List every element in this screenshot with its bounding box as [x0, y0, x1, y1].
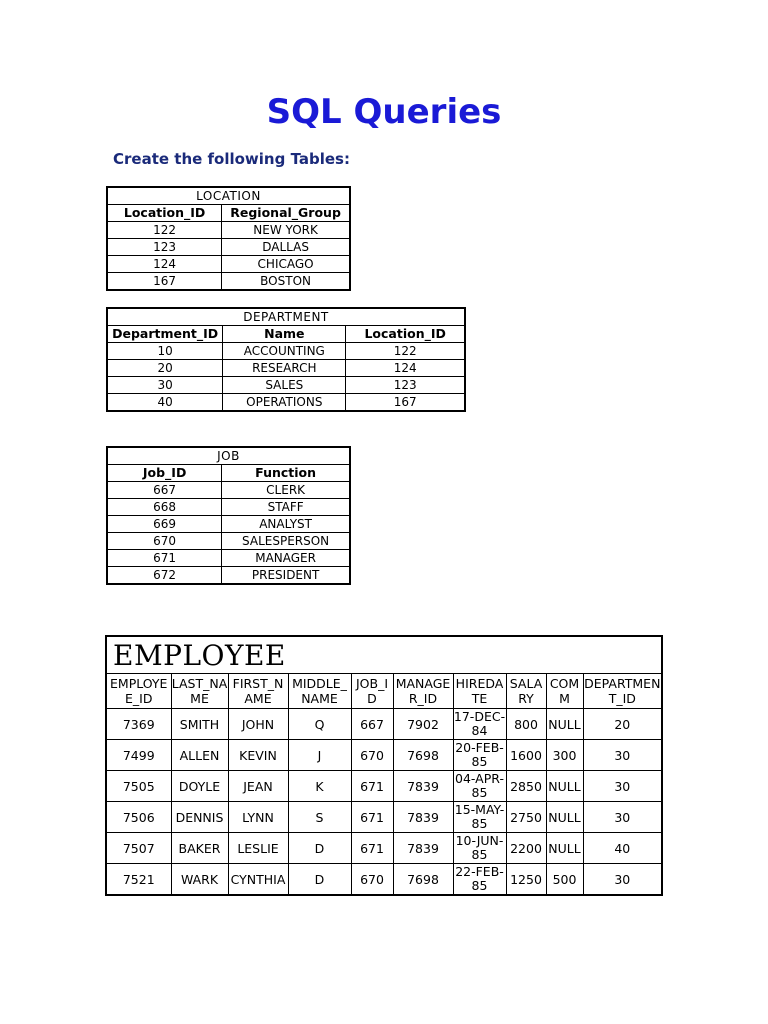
table-cell: 667 — [107, 482, 222, 499]
table-cell: NULL — [546, 709, 583, 740]
table-cell: 7507 — [106, 833, 171, 864]
table-cell: 7505 — [106, 771, 171, 802]
table-cell: OPERATIONS — [223, 394, 346, 412]
table-caption: LOCATION — [107, 187, 350, 205]
job-table — [106, 446, 351, 585]
table-cell: 7521 — [106, 864, 171, 896]
table-cell: 7499 — [106, 740, 171, 771]
table-row — [106, 864, 662, 896]
table-cell: 672 — [107, 567, 222, 585]
table-row — [106, 740, 662, 771]
table-cell: 2200 — [506, 833, 546, 864]
column-header: JOB_ID — [351, 674, 393, 709]
table-cell: NEW YORK — [222, 222, 350, 239]
table-cell: RESEARCH — [223, 360, 346, 377]
table-row — [107, 360, 465, 377]
table-row — [107, 343, 465, 360]
table-cell: 668 — [107, 499, 222, 516]
table-cell: SALESPERSON — [222, 533, 350, 550]
table-cell: 670 — [107, 533, 222, 550]
table-cell: KEVIN — [228, 740, 288, 771]
column-header: SALARY — [506, 674, 546, 709]
table-cell: 1250 — [506, 864, 546, 896]
table-cell: 167 — [346, 394, 465, 412]
table-cell: MANAGER — [222, 550, 350, 567]
table-cell: JEAN — [228, 771, 288, 802]
table-cell: 04-APR-85 — [453, 771, 506, 802]
table-cell: Q — [288, 709, 351, 740]
table-cell: 30 — [583, 864, 662, 896]
table-cell: 124 — [346, 360, 465, 377]
table-cell: DENNIS — [171, 802, 228, 833]
table-row — [107, 394, 465, 412]
table-cell: 123 — [107, 239, 222, 256]
table-cell: 124 — [107, 256, 222, 273]
table-row — [107, 516, 350, 533]
page-subtitle: Create the following Tables: — [113, 150, 350, 168]
table-cell: CLERK — [222, 482, 350, 499]
column-header: MANAGER_ID — [393, 674, 453, 709]
table-cell: 671 — [351, 833, 393, 864]
column-header: Department_ID — [107, 326, 223, 343]
table-cell: D — [288, 864, 351, 896]
table-caption: EMPLOYEE — [106, 636, 662, 674]
table-cell: 20 — [583, 709, 662, 740]
table-cell: DOYLE — [171, 771, 228, 802]
table-cell: ANALYST — [222, 516, 350, 533]
column-header: COMM — [546, 674, 583, 709]
table-cell: 167 — [107, 273, 222, 291]
table-cell: 7369 — [106, 709, 171, 740]
column-header: FIRST_NAME — [228, 674, 288, 709]
table-row — [107, 256, 350, 273]
table-row — [106, 833, 662, 864]
table-cell: 667 — [351, 709, 393, 740]
table-cell: K — [288, 771, 351, 802]
table-cell: 122 — [107, 222, 222, 239]
table-cell: 123 — [346, 377, 465, 394]
table-row — [107, 273, 350, 291]
table-cell: 670 — [351, 864, 393, 896]
table-cell: 2850 — [506, 771, 546, 802]
table-cell: 7698 — [393, 864, 453, 896]
table-cell: PRESIDENT — [222, 567, 350, 585]
table-cell: J — [288, 740, 351, 771]
column-header: Regional_Group — [222, 205, 350, 222]
table-cell: BAKER — [171, 833, 228, 864]
table-row — [107, 567, 350, 585]
table-caption: DEPARTMENT — [107, 308, 465, 326]
department-table — [106, 307, 466, 412]
table-cell: 7839 — [393, 833, 453, 864]
table-row — [106, 802, 662, 833]
table-cell: JOHN — [228, 709, 288, 740]
column-header: Location_ID — [107, 205, 222, 222]
table-cell: 670 — [351, 740, 393, 771]
table-cell: 500 — [546, 864, 583, 896]
table-row — [107, 550, 350, 567]
table-cell: 7839 — [393, 771, 453, 802]
column-header: MIDDLE_NAME — [288, 674, 351, 709]
column-header: Job_ID — [107, 465, 222, 482]
column-header: Function — [222, 465, 350, 482]
table-cell: 671 — [351, 771, 393, 802]
table-cell: ALLEN — [171, 740, 228, 771]
table-row — [107, 377, 465, 394]
table-cell: 300 — [546, 740, 583, 771]
table-row — [106, 709, 662, 740]
table-cell: 7902 — [393, 709, 453, 740]
table-row — [106, 771, 662, 802]
table-cell: 671 — [107, 550, 222, 567]
table-cell: 7698 — [393, 740, 453, 771]
table-cell: 7506 — [106, 802, 171, 833]
table-cell: LESLIE — [228, 833, 288, 864]
table-cell: S — [288, 802, 351, 833]
table-cell: 10 — [107, 343, 223, 360]
table-cell: ACCOUNTING — [223, 343, 346, 360]
column-header: Location_ID — [346, 326, 465, 343]
table-cell: CHICAGO — [222, 256, 350, 273]
table-cell: 20-FEB-85 — [453, 740, 506, 771]
table-row — [107, 222, 350, 239]
table-cell: 7839 — [393, 802, 453, 833]
table-cell: BOSTON — [222, 273, 350, 291]
table-cell: DALLAS — [222, 239, 350, 256]
table-row — [107, 239, 350, 256]
table-cell: LYNN — [228, 802, 288, 833]
table-cell: 15-MAY-85 — [454, 802, 505, 831]
table-cell: NULL — [546, 833, 583, 864]
table-cell: NULL — [546, 771, 583, 802]
table-cell: 40 — [107, 394, 223, 412]
table-row — [107, 482, 350, 499]
table-row — [107, 499, 350, 516]
table-row — [107, 533, 350, 550]
column-header: EMPLOYEE_ID — [106, 674, 171, 709]
table-cell: 800 — [506, 709, 546, 740]
table-cell: WARK — [171, 864, 228, 896]
employee-table — [105, 635, 663, 896]
table-cell: SALES — [223, 377, 346, 394]
location-table — [106, 186, 351, 291]
table-cell: 122 — [346, 343, 465, 360]
table-cell: 2750 — [506, 802, 546, 833]
column-header: HIREDATE — [453, 674, 506, 709]
table-cell: 30 — [583, 771, 662, 802]
table-cell: 10-JUN-85 — [453, 833, 506, 864]
column-header: LAST_NAME — [171, 674, 228, 709]
table-cell: SMITH — [171, 709, 228, 740]
table-cell: 30 — [583, 802, 662, 833]
table-cell: STAFF — [222, 499, 350, 516]
table-caption: JOB — [107, 447, 350, 465]
table-cell: 1600 — [506, 740, 546, 771]
table-cell: 671 — [351, 802, 393, 833]
column-header: DEPARTMENT_ID — [583, 674, 662, 709]
table-cell: 30 — [107, 377, 223, 394]
table-cell: 22-FEB-85 — [453, 864, 506, 896]
table-cell: 40 — [583, 833, 662, 864]
table-cell: NULL — [546, 802, 583, 833]
column-header: Name — [223, 326, 346, 343]
table-cell: CYNTHIA — [228, 864, 288, 896]
table-cell: 20 — [107, 360, 223, 377]
table-cell: 30 — [583, 740, 662, 771]
table-cell: 669 — [107, 516, 222, 533]
table-cell: D — [288, 833, 351, 864]
page-title: SQL Queries — [266, 92, 502, 132]
table-cell: 17-DEC-84 — [453, 709, 506, 738]
